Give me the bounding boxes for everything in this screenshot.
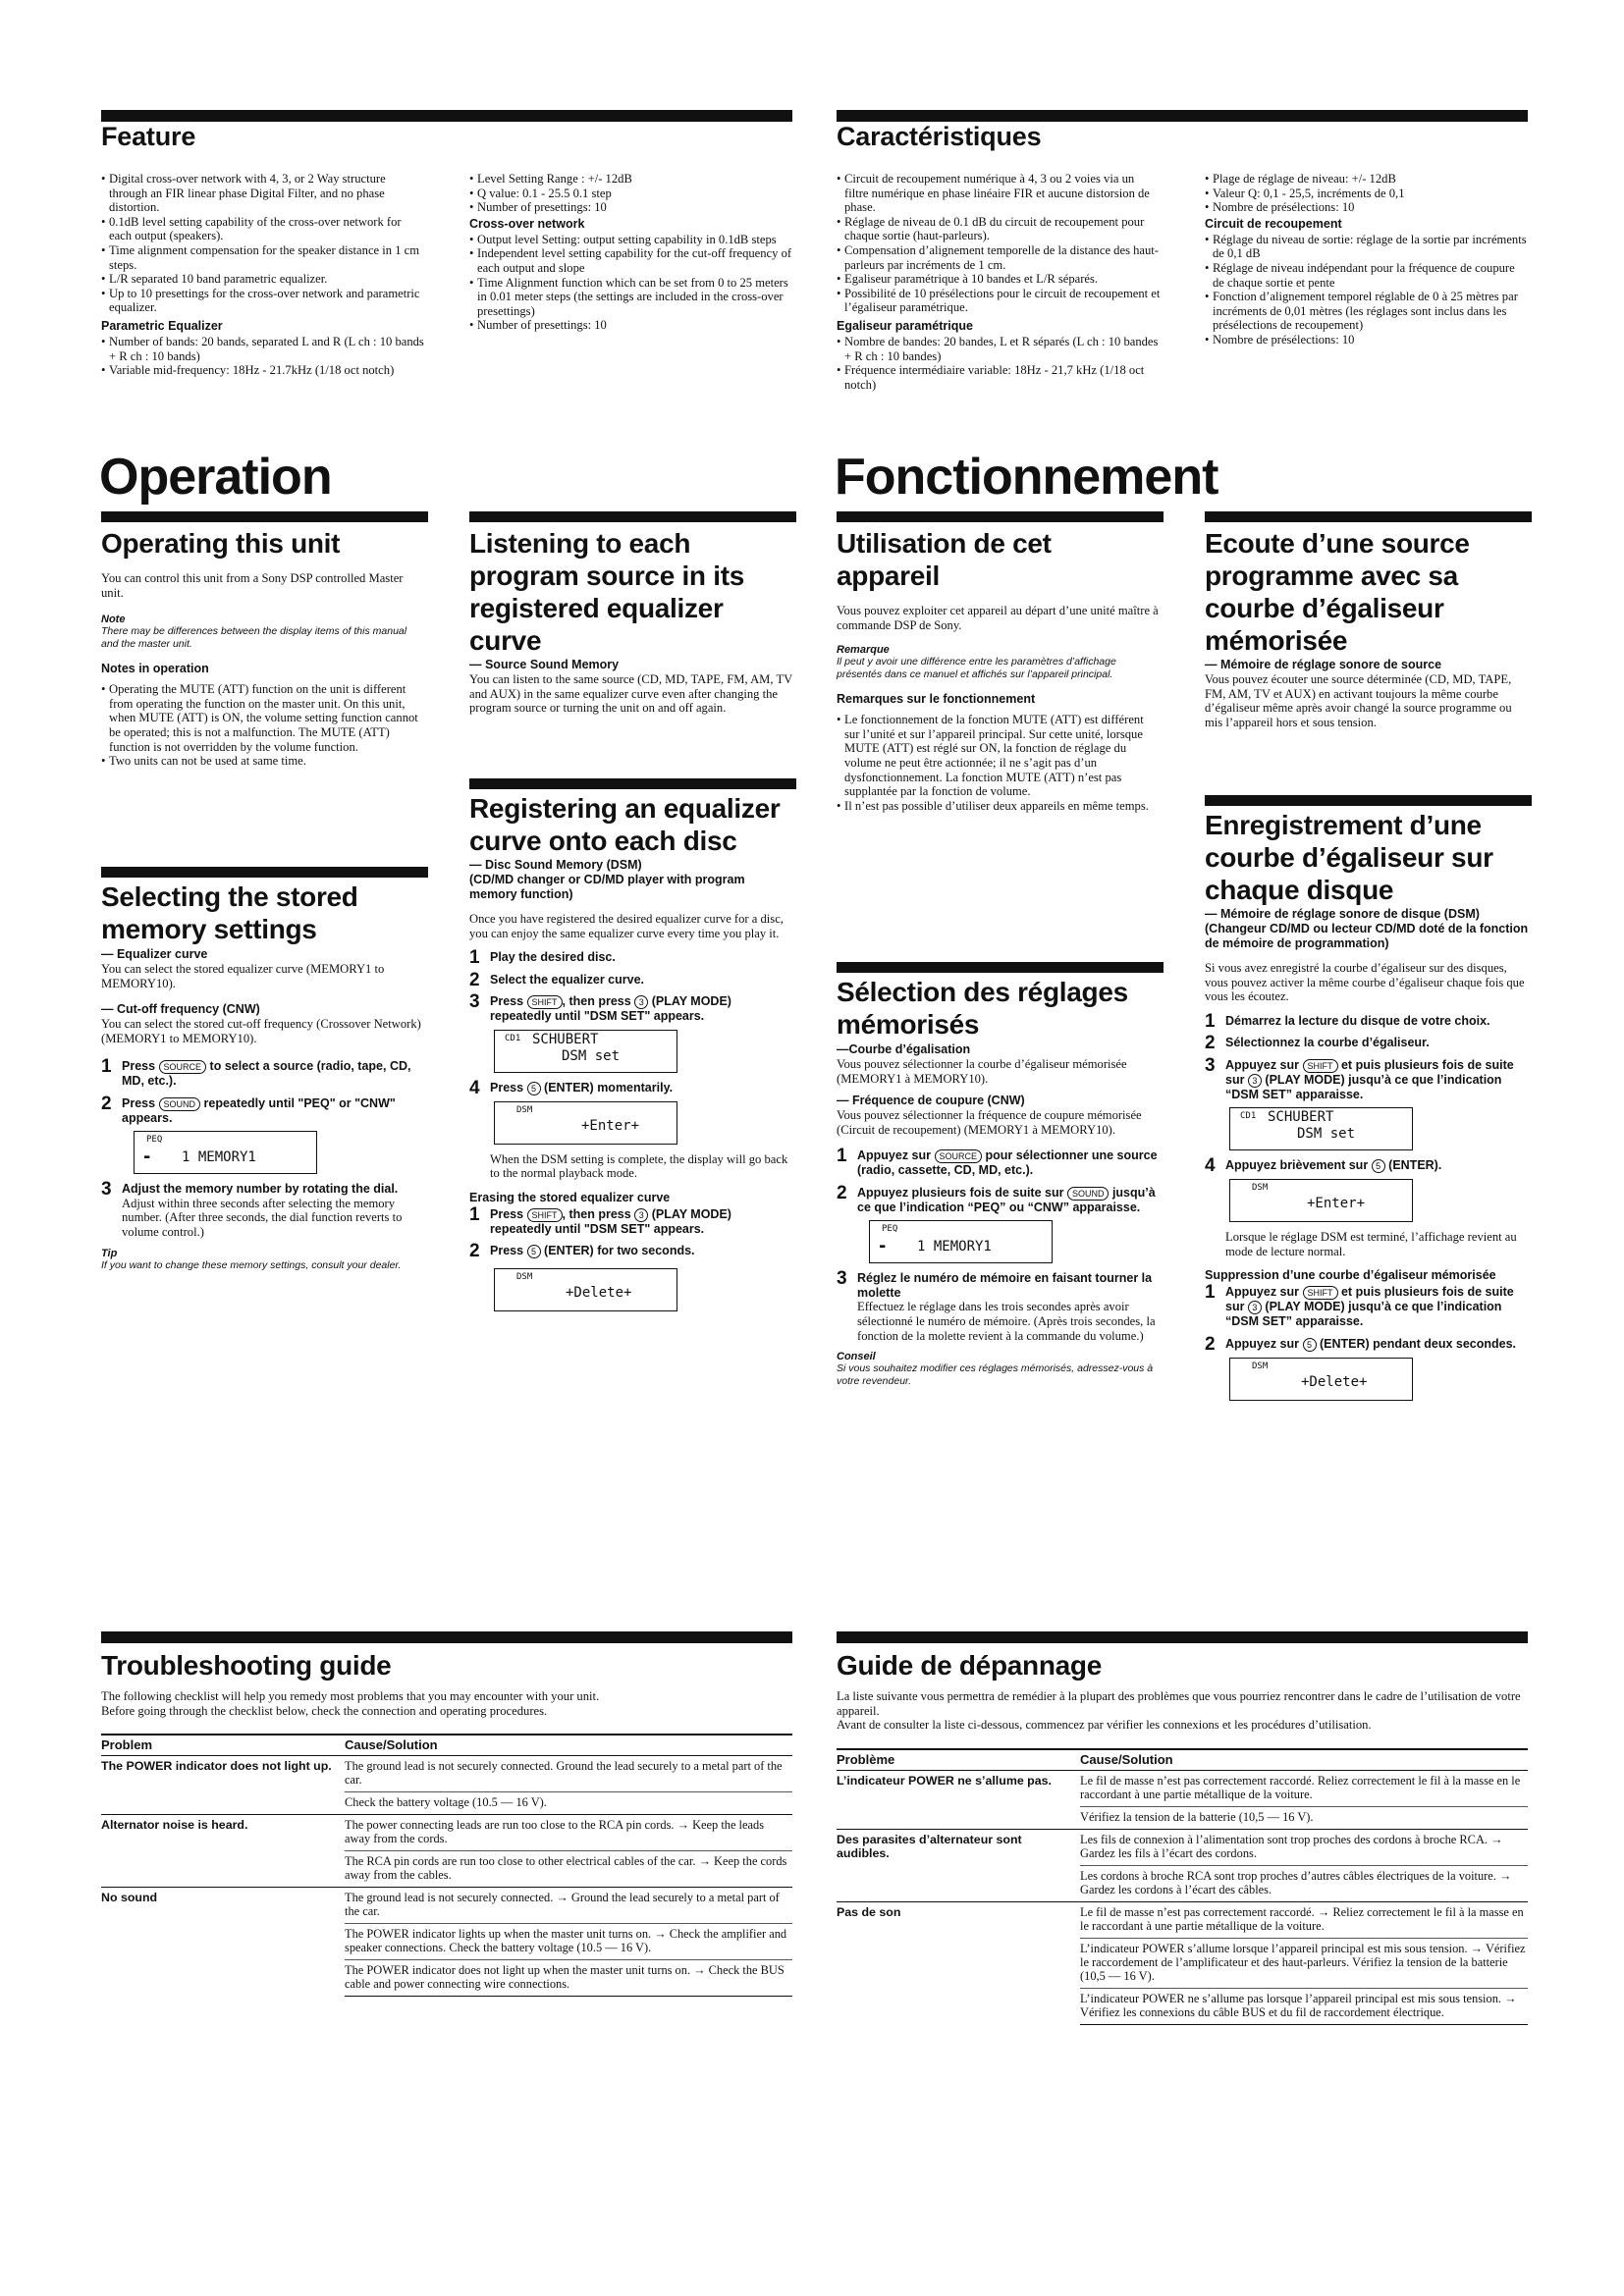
eq-heading-fr: —Courbe d’égalisation [837, 1042, 971, 1056]
operating-text-fr: Vous pouvez exploiter cet appareil au départ d’une unité maître à commande DSP de Sony. [837, 604, 1159, 632]
table-row: The POWER indicator does not light up when the master unit turns on. → Check the BUS cable and power connecting wire connections. [101, 1960, 792, 1997]
section-rule [469, 778, 796, 789]
registering-text-fr: Si vous avez enregistré la courbe d’égaliseur sur des disques, vous pouvez activer la même courbe d’égaliseur chaque fois que vous les écoutez. [1205, 961, 1525, 1004]
lcd-display: DSM +Delete+ [494, 1268, 677, 1311]
sound-button[interactable]: SOUND [1067, 1187, 1110, 1201]
trouble-title-en: Troubleshooting guide [101, 1650, 392, 1681]
list-item: • 0.1dB level setting capability of the cross-over network for each output (speakers). [101, 215, 425, 243]
crossover-heading-fr: Circuit de recoupement [1205, 216, 1342, 231]
erase-heading-fr: Suppression d’une courbe d’égaliseur mémorisée [1205, 1268, 1496, 1283]
feature-title-fr: Caractéristiques [837, 122, 1042, 151]
step-2-en: 2 Press SOUND repeatedly until "PEQ" or "CNW" appears. PEQ ▬ 1 MEMORY1 [101, 1096, 425, 1175]
tip-text-en: If you want to change these memory settings, consult your dealer. [101, 1258, 402, 1271]
listening-text-fr: Vous pouvez écouter une source déterminée (CD, MD, TAPE, FM, AM, TV et AUX) en activant toujours la même courbe d’égaliseur même après avoir changé la source programme ou mis l’appareil hors et sous tension. [1205, 672, 1512, 729]
listening-sub-en: — Source Sound Memory [469, 658, 620, 671]
operation-title-en: Operation [99, 449, 332, 506]
operating-text-en: You can control this unit from a Sony DSP controlled Master unit. [101, 571, 404, 600]
step-2-fr: 2 Appuyez plusieurs fois de suite sur SOUND jusqu’à ce que l’indication “PEQ” ou “CNW” apparaisse. PEQ ▬ 1 MEMORY1 [837, 1186, 1161, 1264]
enter-button[interactable]: 5 [527, 1082, 541, 1095]
lcd-display: PEQ ▬ 1 MEMORY1 [134, 1131, 317, 1174]
list-item: • Nombre de présélections: 10 [1205, 200, 1529, 215]
list-item: • Réglage de niveau de 0.1 dB du circuit de recoupement pour chaque sortie (haut-parleurs). [837, 215, 1161, 243]
registering-text-en: Once you have registered the desired equalizer curve for a disc, you can enjoy the same equalizer curve every time you play it. [469, 912, 784, 940]
eq-heading-en: — Equalizer curve [101, 947, 208, 961]
shift-button[interactable]: SHIFT [1303, 1286, 1338, 1300]
dsm-complete-text-fr: Lorsque le réglage DSM est terminé, l’affichage revient au mode de lecture normal. [1225, 1230, 1517, 1258]
lcd-display: CD1 SCHUBERT DSM set [494, 1030, 677, 1073]
section-rule [101, 511, 428, 522]
dsm-complete-text-en: When the DSM setting is complete, the display will go back to the normal playback mode. [490, 1151, 788, 1181]
listening-text-en: You can listen to the same source (CD, MD, TAPE, FM, AM, TV and AUX) in the same equalizer curve even after changing the program source or turning the unit on and off again. [469, 672, 792, 716]
list-item: • Nombre de présélections: 10 [1205, 333, 1529, 347]
lcd-display: DSM +Delete+ [1229, 1358, 1413, 1401]
trouble-section-en [101, 1649, 792, 1997]
registering-title-fr: Enregistrement d’une courbe d’égaliseur sur chaque disque [1205, 810, 1493, 905]
operating-title-fr: Utilisation de cet appareil [837, 528, 1052, 591]
section-rule [1205, 795, 1532, 806]
list-item: • Digital cross-over network with 4, 3, or 2 Way structure through an FIR linear phase Digital Filter, and no phase distortion. [101, 172, 425, 215]
list-item: • Number of bands: 20 bands, separated L and R (L ch : 10 bands + R ch : 10 bands) [101, 335, 425, 363]
step-4-fr: 4 Appuyez brièvement sur 5 (ENTER). DSM +Enter+ [1205, 1158, 1529, 1222]
list-item: • Le fonctionnement de la fonction MUTE (ATT) est différent sur l’unité et sur l’appareil principal. Sur cette unité, lorsque MUTE (ATT) est réglé sur ON, la fonction de réglage du volume ne peut être actionnée; il ne s’agit pas d’un dysfonctionnement. La fonction MUTE (ATT) n’est pas supplantée par la fonction de volume. [837, 713, 1161, 799]
operation-title-fr: Fonctionnement [835, 449, 1218, 506]
cnw-heading-en: — Cut-off frequency (CNW) [101, 1002, 260, 1017]
step-1-en: 1 Play the desired disc. [469, 947, 616, 969]
listening-section-fr [1205, 527, 1529, 729]
list-item: • Egaliseur paramétrique à 10 bandes et L/R séparés. [837, 272, 1161, 287]
eq-text-fr: Vous pouvez sélectionner la courbe d’égaliseur mémorisée (MEMORY1 à MEMORY10). [837, 1057, 1127, 1086]
dsm-sub2-fr: (Changeur CD/MD ou lecteur CD/MD doté de la fonction de mémoire de programmation) [1205, 922, 1529, 950]
erase-step-2-en: 2 Press 5 (ENTER) for two seconds. DSM +Delete+ [469, 1244, 793, 1311]
feature-rule-en [101, 110, 792, 122]
section-rule [837, 511, 1164, 522]
eq-text-en: You can select the stored equalizer curve (MEMORY1 to MEMORY10). [101, 962, 385, 990]
table-row: The POWER indicator does not light up. The ground lead is not securely connected. Ground the lead securely to a metal part of the car. [101, 1756, 792, 1792]
step-4-en: 4 Press 5 (ENTER) momentarily. DSM +Enter+ [469, 1081, 793, 1145]
selecting-section-fr [837, 976, 1161, 1387]
listening-section-en [469, 527, 793, 716]
list-item: • Operating the MUTE (ATT) function on the unit is different from operating the function on the master unit. On this unit, when MUTE (ATT) is ON, the volume setting function cannot be operated; this is not a malfunction. The MUTE (ATT) function is not overridden by the volume function. [101, 682, 425, 754]
table-row: Check the battery voltage (10.5 — 16 V). [101, 1792, 792, 1815]
column-header-cause: Cause/Solution [345, 1735, 792, 1756]
source-button[interactable]: SOURCE [159, 1060, 207, 1074]
step-1-fr: 1 Appuyez sur SOURCE pour sélectionner une source (radio, cassette, CD, MD, etc.). [837, 1146, 1158, 1178]
source-button[interactable]: SOURCE [935, 1149, 983, 1163]
play-mode-button[interactable]: 3 [634, 995, 648, 1009]
list-item: • Variable mid-frequency: 18Hz - 21.7kHz (1/18 oct notch) [101, 363, 425, 378]
list-item: • Possibilité de 10 présélections pour le circuit de recoupement et l’égaliseur paramétrique. [837, 287, 1161, 315]
list-item: • Réglage du niveau de sortie: réglage de la sortie par incréments de 0,1 dB [1205, 233, 1529, 261]
play-mode-button[interactable]: 3 [1248, 1301, 1262, 1314]
list-item: • Level Setting Range : +/- 12dB [469, 172, 793, 187]
table-row: L’indicateur POWER s’allume lorsque l’appareil principal est mis sous tension. → Vérifiez le raccordement de l’amplificateur et des haut-parleurs. Vérifiez la tension de la batterie (10,5 — 16 V). [837, 1938, 1528, 1988]
list-item: • Réglage de niveau indépendant pour la fréquence de coupure de chaque sortie et pente [1205, 261, 1529, 290]
erase-heading-en: Erasing the stored equalizer curve [469, 1190, 671, 1204]
selecting-title-en: Selecting the stored memory settings [101, 881, 358, 944]
list-item: • Number of presettings: 10 [469, 318, 793, 333]
listening-sub-fr: — Mémoire de réglage sonore de source [1205, 658, 1442, 671]
shift-button[interactable]: SHIFT [527, 995, 563, 1009]
trouble-section-fr [837, 1649, 1528, 2025]
enter-button[interactable]: 5 [1303, 1338, 1317, 1352]
crossover-heading-en: Cross-over network [469, 216, 585, 231]
table-row: L’indicateur POWER ne s’allume pas lorsque l’appareil principal est mis sous tension. → Vérifiez les connexions du câble BUS et du fil de raccordement électrique. [837, 1988, 1528, 2024]
operating-title-en: Operating this unit [101, 528, 341, 559]
feature-col2-fr [1205, 172, 1529, 347]
table-row: Alternator noise is heard. The power connecting leads are run too close to the RCA pin cords. → Keep the leads away from the cords. [101, 1815, 792, 1851]
cnw-text-en: You can select the stored cut-off frequency (Crossover Network) (MEMORY1 to MEMORY10). [101, 1017, 421, 1045]
feature-col1-fr [837, 172, 1161, 392]
list-item: • Valeur Q: 0,1 - 25,5, incréments de 0,1 [1205, 187, 1529, 201]
enter-button[interactable]: 5 [527, 1245, 541, 1258]
list-item: • L/R separated 10 band parametric equalizer. [101, 272, 425, 287]
list-item: • Il n’est pas possible d’utiliser deux appareils en même temps. [837, 799, 1161, 814]
play-mode-button[interactable]: 3 [634, 1208, 648, 1222]
erase-step-2-fr: 2 Appuyez sur 5 (ENTER) pendant deux secondes. DSM +Delete+ [1205, 1337, 1529, 1401]
section-rule [101, 867, 428, 878]
operating-section-en [101, 527, 425, 769]
list-item: • Up to 10 presettings for the cross-over network and parametric equalizer. [101, 287, 425, 315]
operating-section-fr [837, 527, 1161, 813]
step-1-fr: 1 Démarrez la lecture du disque de votre choix. [1205, 1010, 1490, 1032]
cnw-heading-fr: — Fréquence de coupure (CNW) [837, 1094, 1025, 1108]
note-heading-en: Note [101, 614, 126, 626]
table-row: L’indicateur POWER ne s’allume pas. Le fil de masse n’est pas correctement raccordé. Reliez correctement le fil à la masse en le raccordant à une partie métallique de la voiture. [837, 1770, 1528, 1806]
notes-heading-en: Notes in operation [101, 662, 209, 676]
list-item: • Compensation d’alignement temporelle de la distance des haut-parleurs par incréments de 1 cm. [837, 243, 1161, 272]
table-row: Vérifiez la tension de la batterie (10,5 — 16 V). [837, 1806, 1528, 1829]
trouble-intro-en: The following checklist will help you remedy most problems that you may encounter with your unit. Before going through the checklist below, check the connection and operating procedures. [101, 1689, 600, 1718]
table-row: Les cordons à broche RCA sont trop proches d’autres câbles électriques de la voiture. → Gardez les cordons à l’écart des câbles. [837, 1865, 1528, 1901]
list-item: • Output level Setting: output setting capability in 0.1dB steps [469, 233, 793, 247]
notes-heading-fr: Remarques sur le fonctionnement [837, 692, 1036, 707]
cnw-text-fr: Vous pouvez sélectionner la fréquence de coupure mémorisée (Circuit de recoupement) (MEMORY1 à MEMORY10). [837, 1108, 1142, 1137]
trouble-rule-fr [837, 1631, 1528, 1643]
listening-title-en: Listening to each program source in its registered equalizer curve [469, 528, 744, 656]
list-item: • Q value: 0.1 - 25.5 0.1 step [469, 187, 793, 201]
note-text-fr: Il peut y avoir une différence entre les paramètres d’affichage présentés dans ce manuel et affichés sur l’appareil principal. [837, 656, 1116, 680]
column-header-cause: Cause/Solution [1080, 1749, 1528, 1771]
lcd-display: DSM +Enter+ [494, 1101, 677, 1145]
table-row: Pas de son Le fil de masse n’est pas correctement raccordé. → Reliez correctement le fil à la masse en le raccordant à une partie métallique de la voiture. [837, 1901, 1528, 1938]
step-3-en: 3 Press SHIFT , then press 3 (PLAY MODE) repeatedly until "DSM SET" appears. CD1 SCHUBERT DSM set [469, 994, 793, 1073]
list-item: • Circuit de recoupement numérique à 4, 3 ou 2 voies via un filtre numérique en phase linéaire FIR et aucune distorsion de phase. [837, 172, 1161, 215]
tip-heading-fr: Conseil [837, 1351, 876, 1363]
tip-text-fr: Si vous souhaitez modifier ces réglages mémorisés, adressez-vous à votre revendeur. [837, 1362, 1154, 1387]
step-3-fr: 3 Appuyez sur SHIFT et puis plusieurs fois de suite sur 3 (PLAY MODE) jusqu’à ce que l’indication “DSM SET” apparaisse. CD1 SCHUBERT DSM set [1205, 1058, 1529, 1151]
memory-icon: ▬ [144, 1152, 150, 1163]
step-2-fr: 2 Sélectionnez la courbe d’égaliseur. [1205, 1033, 1430, 1054]
step-3-en: 3 Adjust the memory number by rotating the dial. Adjust within three seconds after selecting the memory number. (After three seconds, the dial function reverts to volume control.) [101, 1179, 403, 1240]
step-3-fr: 3 Réglez le numéro de mémoire en faisant tourner la molette Effectuez le réglage dans les trois secondes après avoir sélectionné le numéro de mémoire. (Après trois secondes, la fonction de la molette revient à la commande du volume.) [837, 1268, 1156, 1343]
dsm-sub2-en: (CD/MD changer or CD/MD player with program memory function) [469, 873, 745, 901]
feature-list-en [101, 172, 425, 315]
trouble-title-fr: Guide de dépannage [837, 1650, 1102, 1681]
lcd-display: DSM +Enter+ [1229, 1179, 1413, 1222]
erase-step-1-fr: 1 Appuyez sur SHIFT et puis plusieurs fois de suite sur 3 (PLAY MODE) jusqu’à ce que l’indication “DSM SET” apparaisse. [1205, 1282, 1514, 1329]
trouble-table-en [101, 1734, 792, 1997]
table-row: The RCA pin cords are run too close to other electrical cables of the car. → Keep the cords away from the cables. [101, 1851, 792, 1888]
list-item: • Number of presettings: 10 [469, 200, 793, 215]
step-2-en: 2 Select the equalizer curve. [469, 969, 645, 990]
note-heading-fr: Remarque [837, 644, 890, 657]
feature-rule-fr [837, 110, 1528, 122]
list-item: • Two units can not be used at same time. [101, 754, 425, 769]
listening-title-fr: Ecoute d’une source programme avec sa courbe d’égaliseur mémorisée [1205, 528, 1470, 656]
table-row: Des parasites d’alternateur sont audibles. Les fils de connexion à l’alimentation sont trop proches des cordons à broche RCA. → Gardez les fils à l’écart des cordons. [837, 1829, 1528, 1865]
dsm-sub-fr: — Mémoire de réglage sonore de disque (DSM) [1205, 907, 1480, 921]
selecting-section-en [101, 881, 425, 1271]
sound-button[interactable]: SOUND [159, 1097, 201, 1111]
feature-title-en: Feature [101, 122, 196, 151]
table-row: No sound The ground lead is not securely connected. → Ground the lead securely to a metal part of the car. [101, 1888, 792, 1924]
peq-heading-en: Parametric Equalizer [101, 318, 223, 333]
peq-heading-fr: Egaliseur paramétrique [837, 318, 973, 333]
table-row: The POWER indicator lights up when the master unit turns on. → Check the amplifier and speaker connections. Check the battery voltage (10.5 — 16 V). [101, 1924, 792, 1960]
registering-section-fr [1205, 809, 1529, 1409]
column-header-problem: Problem [101, 1735, 345, 1756]
tip-heading-en: Tip [101, 1247, 118, 1259]
trouble-intro-fr: La liste suivante vous permettra de remédier à la plupart des problèmes que vous pourriez rencontrer dans le cadre de l’utilisation de votre appareil. Avant de consulter la liste ci-dessous, commencez par vérifier les connexions et les procédures d’utilisation. [837, 1689, 1521, 1733]
list-item: • Nombre de bandes: 20 bandes, L et R séparés (L ch : 10 bandes + R ch : 10 bandes) [837, 335, 1161, 363]
trouble-rule-en [101, 1631, 792, 1643]
list-item: • Independent level setting capability for the cut-off frequency of each output and slope [469, 246, 793, 275]
shift-button[interactable]: SHIFT [1303, 1059, 1338, 1073]
list-item: • Time alignment compensation for the speaker distance in 1 cm steps. [101, 243, 425, 272]
registering-title-en: Registering an equalizer curve onto each disc [469, 793, 781, 856]
note-text-en: There may be differences between the display items of this manual and the master unit. [101, 625, 407, 650]
shift-button[interactable]: SHIFT [527, 1208, 563, 1222]
list-item: • Time Alignment function which can be set from 0 to 25 meters in 0.01 meter steps (the settings are included in the cross-over presettings) [469, 276, 793, 319]
section-rule [1205, 511, 1532, 522]
list-item: • Fréquence intermédiaire variable: 18Hz - 21,7 kHz (1/18 oct notch) [837, 363, 1161, 392]
registering-section-en [469, 792, 793, 1319]
play-mode-button[interactable]: 3 [1248, 1074, 1262, 1088]
feature-col2-en [469, 172, 793, 333]
trouble-table-fr [837, 1748, 1528, 2025]
column-header-problem: Problème [837, 1749, 1080, 1771]
dsm-sub-en: — Disc Sound Memory (DSM) [469, 858, 642, 872]
erase-step-1-en: 1 Press SHIFT , then press 3 (PLAY MODE) repeatedly until "DSM SET" appears. [469, 1203, 731, 1236]
feature-col1-en [101, 172, 425, 378]
selecting-title-fr: Sélection des réglages mémorisés [837, 977, 1128, 1040]
section-rule [469, 511, 796, 522]
lcd-display: CD1 SCHUBERT DSM set [1229, 1107, 1413, 1150]
lcd-display: PEQ ▬ 1 MEMORY1 [869, 1220, 1053, 1263]
list-item: • Plage de réglage de niveau: +/- 12dB [1205, 172, 1529, 187]
list-item: • Fonction d’alignement temporel réglable de 0 à 25 mètres par incréments de 0,01 mètres (les réglages sont inclus dans les présélections de recoupement) [1205, 290, 1529, 333]
enter-button[interactable]: 5 [1372, 1159, 1385, 1173]
step-1-en: 1 Press SOURCE to select a source (radio, tape, CD, MD, etc.). [101, 1056, 411, 1089]
memory-icon: ▬ [880, 1242, 886, 1253]
section-rule [837, 962, 1164, 973]
